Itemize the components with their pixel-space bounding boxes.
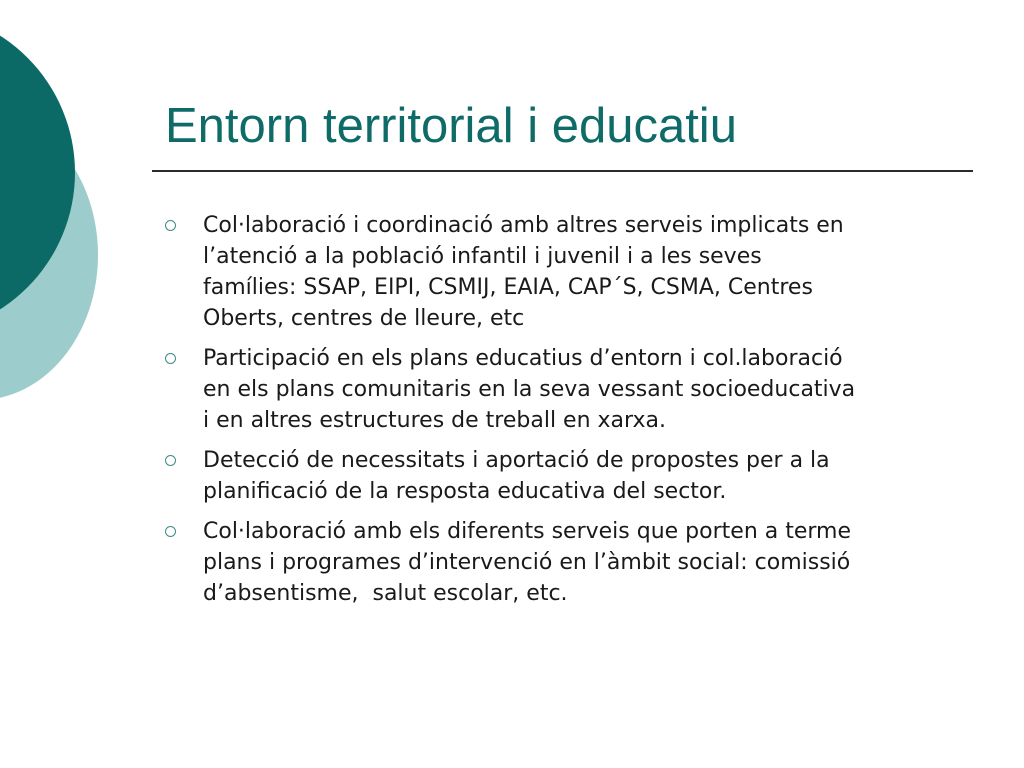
bullet-item (162, 516, 967, 609)
bullet-text-line: Col·laboració i coordinació amb altres serveis implicats en (203, 213, 844, 238)
bullet-text-line: en els plans comunitaris en la seva vessant socioeducativa (203, 377, 856, 402)
bullet-item (162, 210, 967, 334)
bullet-text-line: Detecció de necessitats i aportació de propostes per a la (203, 448, 830, 473)
bullet-text-line: planificació de la resposta educativa del sector. (203, 479, 727, 504)
bullet-item (162, 445, 967, 507)
bullet-text-line: famílies: SSAP, EIPI, CSMIJ, EAIA, CAP´S, CSMA, Centres (203, 275, 813, 300)
hollow-circle-bullet-icon (165, 220, 176, 231)
hollow-circle-bullet-icon (165, 353, 176, 364)
bullet-text-line: i en altres estructures de treball en xarxa. (203, 408, 666, 433)
hollow-circle-bullet-icon (165, 455, 176, 466)
hollow-circle-bullet-icon (165, 526, 176, 537)
slide-title: Entorn territorial i educatiu (165, 99, 737, 153)
bullet-text-line: l’atenció a la població infantil i juvenil i a les seves (203, 244, 762, 269)
bullet-text-line: d’absentisme, salut escolar, etc. (203, 581, 568, 606)
title-divider (152, 170, 973, 172)
bullet-text-line: Participació en els plans educatius d’entorn i col.laboració (203, 346, 843, 371)
bullet-list (162, 210, 967, 618)
bullet-text-line: plans i programes d’intervenció en l’àmbit social: comissió (203, 550, 851, 575)
bullet-item (162, 343, 967, 436)
bullet-text-line: Oberts, centres de lleure, etc (203, 306, 525, 331)
bullet-text-line: Col·laboració amb els diferents serveis que porten a terme (203, 519, 852, 544)
